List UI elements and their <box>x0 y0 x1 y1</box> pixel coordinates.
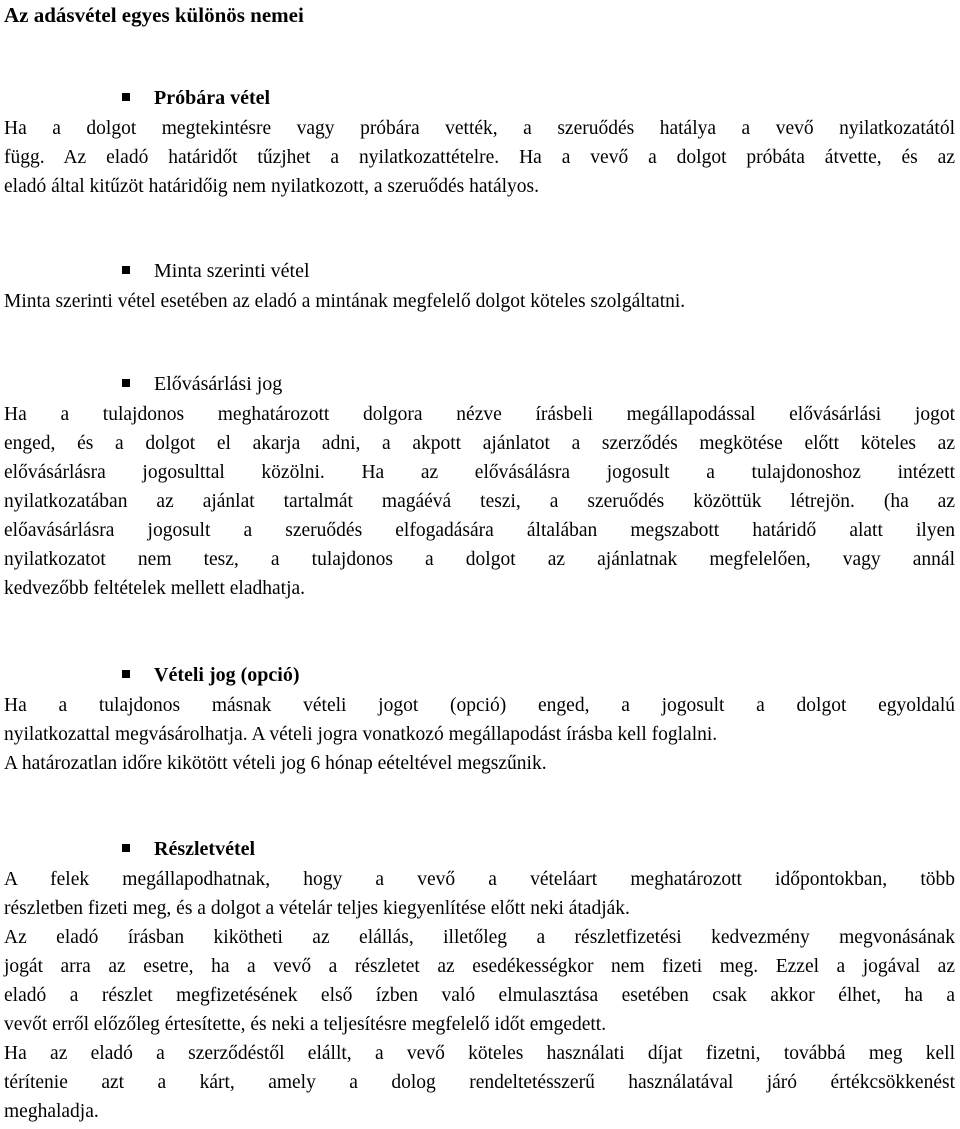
paragraph <box>4 400 955 603</box>
section-minta-szerinti-vetel <box>4 257 955 316</box>
paragraph <box>4 114 955 201</box>
paragraph <box>4 865 955 923</box>
paragraph <box>4 287 955 316</box>
text-line: jogát arra az esetre, ha a vevő a részletet az esedékességkor nem fizeti meg. Ezzel a jogával az <box>4 956 955 977</box>
square-bullet-icon <box>122 93 130 101</box>
text-line: enged, és a dolgot el akarja adni, a akpott ajánlatot a szerződés megkötése előtt köteles az <box>4 433 955 454</box>
section-heading <box>4 84 955 114</box>
document-title: Az adásvétel egyes különös nemei <box>4 3 304 27</box>
text-line: A felek megállapodhatnak, hogy a vevő a vételáart meghatározott időpontokban, több <box>4 869 955 890</box>
section-veteli-jog <box>4 661 955 778</box>
square-bullet-icon <box>122 266 130 274</box>
paragraph <box>4 1039 955 1126</box>
paragraph <box>4 923 955 1039</box>
text-line: részletben fizeti meg, és a dolgot a vételár teljes kiegyenlítése előtt neki átadják. <box>4 898 630 919</box>
section-elovasarlasi-jog <box>4 370 955 603</box>
text-line: térítenie azt a kárt, amely a dolog rendeltetésszerű használatával járó értékcsökkenést <box>4 1072 955 1093</box>
text-line: Az eladó írásban kikötheti az elállás, illetőleg a részletfizetési kedvezmény megvonásának <box>4 927 955 948</box>
text-line: A határozatlan időre kikötött vételi jog 6 hónap eételtével megszűnik. <box>4 753 547 774</box>
text-line: Ha az eladó a szerződéstől elállt, a vevő köteles használati díjat fizetni, továbbá meg kell <box>4 1043 955 1064</box>
text-line: kedvezőbb feltételek mellett eladhatja. <box>4 578 306 599</box>
square-bullet-icon <box>122 379 130 387</box>
section-reszletvetel <box>4 835 955 1126</box>
text-line: vevőt erről előzőleg értesítette, és neki a teljesítésre megfelelő időt emgedett. <box>4 1014 607 1035</box>
section-probara-vetel <box>4 84 955 201</box>
section-heading-label: Elővásárlási jog <box>154 373 283 395</box>
text-line: elővásárlásra jogosulttal közölni. Ha az elővásálásra jogosult a tulajdonoshoz intézett <box>4 462 955 483</box>
section-heading-label: Minta szerinti vétel <box>154 260 310 282</box>
text-line: Ha a tulajdonos másnak vételi jogot (opció) enged, a jogosult a dolgot egyoldalú <box>4 695 955 716</box>
square-bullet-icon <box>122 670 130 678</box>
section-heading <box>4 835 955 865</box>
section-heading <box>4 257 955 287</box>
text-line: nyilatkozattal megvásárolhatja. A vételi jogra vonatkozó megállapodást írásba kell foglalni. <box>4 724 718 745</box>
text-line: Ha a tulajdonos meghatározott dolgora nézve írásbeli megállapodással elővásárlási jogot <box>4 404 955 425</box>
text-line: Ha a dolgot megtekintésre vagy próbára vették, a szeruődés hatálya a vevő nyilatkozatától <box>4 118 955 139</box>
square-bullet-icon <box>122 844 130 852</box>
section-heading-label: Részletvétel <box>154 838 256 860</box>
text-line: meghaladja. <box>4 1101 99 1122</box>
section-heading-label: Próbára vétel <box>154 87 271 109</box>
text-line: eladó a részlet megfizetésének első ízben való elmulasztása esetében csak akkor élhet, ha a <box>4 985 955 1006</box>
section-heading <box>4 370 955 400</box>
paragraph <box>4 691 955 778</box>
section-heading <box>4 661 955 691</box>
text-line: eladó által kitűzöt határidőig nem nyilatkozott, a szeruődés hatályos. <box>4 176 540 197</box>
text-line: nyilatkozatában az ajánlat tartalmát magáévá teszi, a szeruődés közöttük létrejön. (ha az <box>4 491 955 512</box>
text-line: Minta szerinti vétel esetében az eladó a mintának megfelelő dolgot köteles szolgáltatni. <box>4 291 686 312</box>
text-line: előavásárlásra jogosult a szeruődés elfogadására általában megszabott határidő alatt ilyen <box>4 520 955 541</box>
text-line: függ. Az eladó határidőt tűzjhet a nyilatkozattételre. Ha a vevő a dolgot próbáta átvette, és az <box>4 147 955 168</box>
section-heading-label: Vételi jog (opció) <box>154 664 300 686</box>
text-line: nyilatkozatot nem tesz, a tulajdonos a dolgot az ajánlatnak megfelelően, vagy annál <box>4 549 955 570</box>
